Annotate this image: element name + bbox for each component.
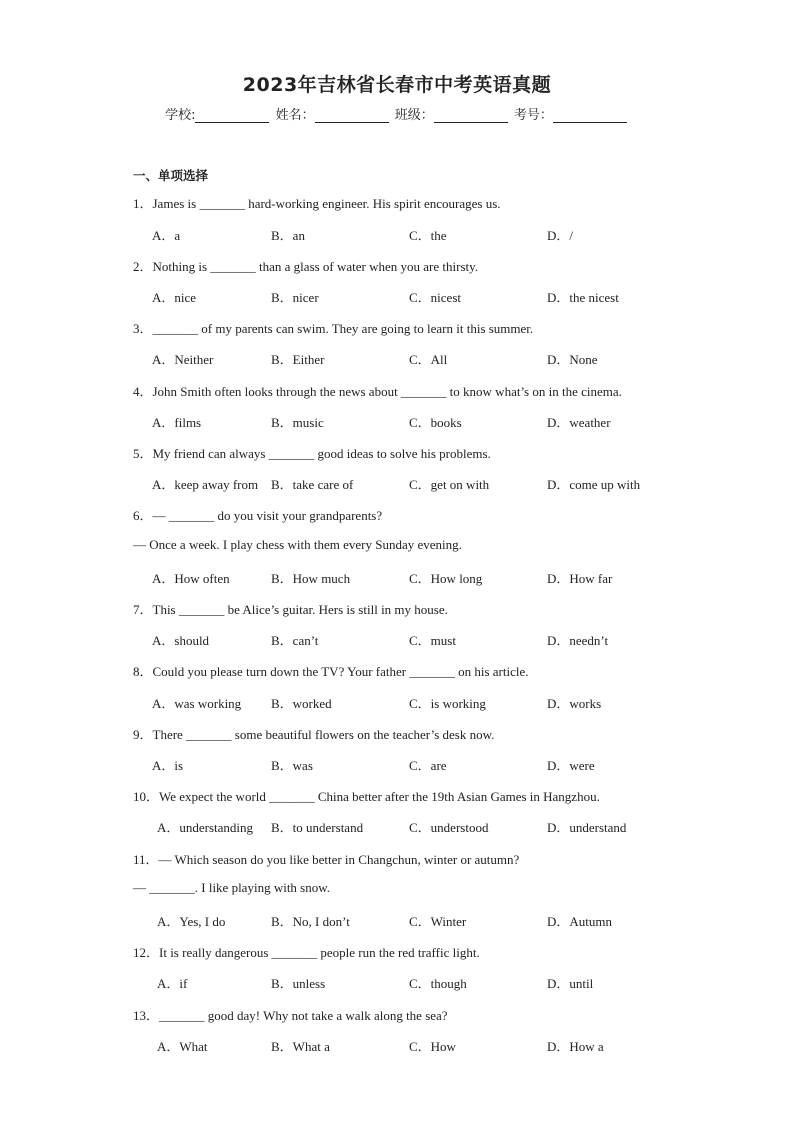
option-b[interactable]: B．Either (271, 352, 325, 367)
option-a[interactable]: A．if (157, 976, 188, 991)
option-d[interactable]: D．were (547, 758, 595, 773)
option-a[interactable]: A．nice (152, 290, 197, 305)
option-b[interactable]: B．unless (271, 976, 326, 991)
name-label: 姓名： (275, 108, 315, 123)
question-response: — _______. I like playing with snow. (133, 880, 331, 895)
option-c[interactable]: C．is working (409, 696, 486, 711)
page-title: 2023年吉林省长春市中考英语真题 (242, 74, 552, 96)
option-b[interactable]: B．an (271, 228, 305, 243)
option-b[interactable]: B．What a (271, 1039, 330, 1054)
school-label: 学校: (165, 108, 196, 123)
option-c[interactable]: C．All (409, 352, 448, 367)
option-b[interactable]: B．was (271, 758, 313, 773)
question-options (152, 474, 712, 492)
question-stem: 12．It is really dangerous _______ people run the red traffic light. (133, 945, 480, 960)
option-d[interactable]: D．weather (547, 415, 611, 430)
option-d[interactable]: D．/ (547, 228, 574, 243)
option-b[interactable]: B．worked (271, 696, 332, 711)
question-options (152, 630, 712, 648)
option-d[interactable]: D．None (547, 352, 598, 367)
option-a[interactable]: A．What (157, 1039, 208, 1054)
student-info-line (0, 104, 794, 123)
option-c[interactable]: C．must (409, 633, 456, 648)
option-c[interactable]: C．How (409, 1039, 456, 1054)
question-options (152, 693, 712, 711)
option-c[interactable]: C．nicest (409, 290, 461, 305)
option-b[interactable]: B．take care of (271, 477, 354, 492)
name-blank[interactable] (315, 108, 389, 123)
option-d[interactable]: D．How a (547, 1039, 604, 1054)
option-c[interactable]: C．books (409, 415, 462, 430)
option-d[interactable]: D．come up with (547, 477, 641, 492)
option-c[interactable]: C．understood (409, 820, 489, 835)
question-stem: 2．Nothing is _______ than a glass of water when you are thirsty. (133, 259, 479, 274)
option-a[interactable]: A．films (152, 415, 202, 430)
question-stem: 6．— _______ do you visit your grandparents? (133, 508, 383, 523)
option-c[interactable]: C．How long (409, 571, 483, 586)
question-options (152, 755, 712, 773)
option-a[interactable]: A．How often (152, 571, 230, 586)
question-stem: 11．— Which season do you like better in Changchun, winter or autumn? (133, 852, 520, 867)
question-options (152, 568, 712, 586)
question-stem: 8．Could you please turn down the TV? Your father _______ on his article. (133, 664, 529, 679)
option-a[interactable]: A．should (152, 633, 210, 648)
number-label: 考号： (513, 108, 553, 123)
question-stem: 7．This _______ be Alice’s guitar. Hers is still in my house. (133, 602, 448, 617)
option-c[interactable]: C．Winter (409, 914, 467, 929)
option-d[interactable]: D．understand (547, 820, 627, 835)
number-blank[interactable] (553, 108, 627, 123)
question-options (152, 911, 712, 929)
option-a[interactable]: A．is (152, 758, 184, 773)
question-stem: 10．We expect the world _______ China better after the 19th Asian Games in Hangzhou. (133, 789, 600, 804)
option-a[interactable]: A．understanding (157, 820, 254, 835)
option-d[interactable]: D．Autumn (547, 914, 613, 929)
question-options (152, 412, 712, 430)
question-stem: 4．John Smith often looks through the news about _______ to know what’s on in the cinema. (133, 384, 622, 399)
class-blank[interactable] (434, 108, 508, 123)
option-d[interactable]: D．needn’t (547, 633, 609, 648)
class-label: 班级： (394, 108, 434, 123)
option-b[interactable]: B．No, I don’t (271, 914, 350, 929)
option-b[interactable]: B．nicer (271, 290, 319, 305)
question-options (152, 225, 712, 243)
option-a[interactable]: A．Yes, I do (157, 914, 226, 929)
option-a[interactable]: A．a (152, 228, 181, 243)
option-d[interactable]: D．works (547, 696, 602, 711)
question-stem: 3．_______ of my parents can swim. They are going to learn it this summer. (133, 321, 534, 336)
question-options (152, 1036, 712, 1054)
question-options (152, 817, 712, 835)
option-d[interactable]: D．until (547, 976, 594, 991)
question-response: — Once a week. I play chess with them every Sunday evening. (133, 537, 462, 552)
option-a[interactable]: A．Neither (152, 352, 214, 367)
option-b[interactable]: B．to understand (271, 820, 364, 835)
section-heading: 一、单项选择 (133, 168, 209, 183)
option-d[interactable]: D．How far (547, 571, 613, 586)
question-stem: 1．James is _______ hard-working engineer. His spirit encourages us. (133, 196, 501, 211)
option-b[interactable]: B．can’t (271, 633, 319, 648)
question-stem: 9．There _______ some beautiful flowers on the teacher’s desk now. (133, 727, 495, 742)
question-options (152, 973, 712, 991)
option-b[interactable]: B．music (271, 415, 324, 430)
school-blank[interactable] (195, 108, 269, 123)
option-b[interactable]: B．How much (271, 571, 351, 586)
question-stem: 13．_______ good day! Why not take a walk along the sea? (133, 1008, 448, 1023)
question-options (152, 287, 712, 305)
option-c[interactable]: C．though (409, 976, 467, 991)
option-a[interactable]: A．was working (152, 696, 242, 711)
question-stem: 5．My friend can always _______ good ideas to solve his problems. (133, 446, 491, 461)
option-c[interactable]: C．get on with (409, 477, 490, 492)
option-c[interactable]: C．the (409, 228, 447, 243)
option-c[interactable]: C．are (409, 758, 447, 773)
question-options (152, 349, 712, 367)
option-d[interactable]: D．the nicest (547, 290, 619, 305)
option-a[interactable]: A．keep away from (152, 477, 259, 492)
